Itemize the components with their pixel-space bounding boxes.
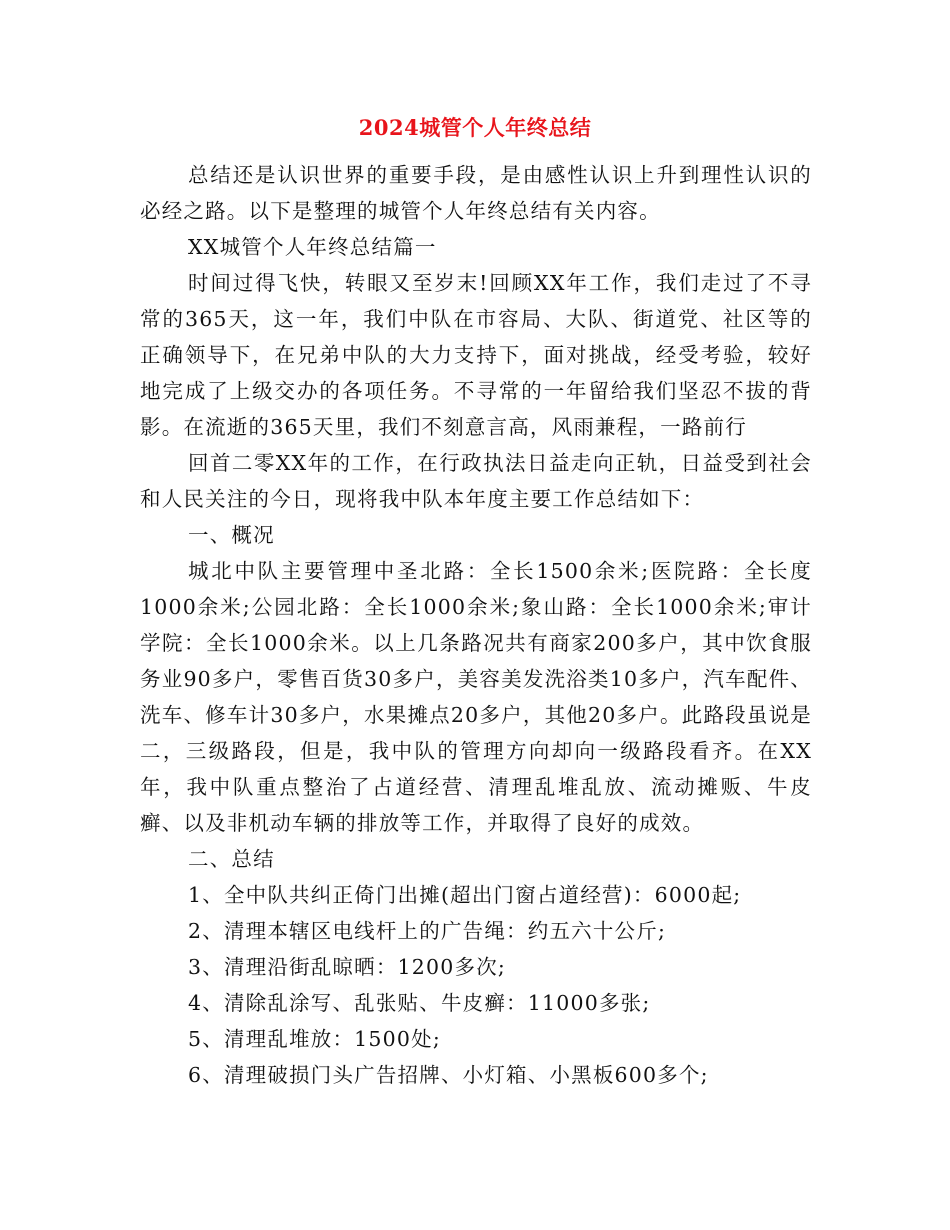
list-item: 3、清理沿街乱晾晒：1200多次; xyxy=(188,955,507,979)
list-item: 2、清理本辖区电线杆上的广告绳：约五六十公斤; xyxy=(188,919,667,943)
section-heading: 一、概况 xyxy=(188,523,275,547)
body-paragraph: 城北中队主要管理中圣北路：全长1500余米;医院路：全长度1000余米;公园北路：全长1000余米;象山路：全长1000余米;审计学院：全长1000余米。以上几条路况共有商家200多户，其中饮食服务业90多户，零售百货30多户，美容美发洗浴类10多户，汽车配件、洗车、修车计30多户，水果摊点20多户，其他20多户。此路段虽说是二，三级路段，但是，我中队的管理方向却向一级路段看齐。在XX年，我中队重点整治了占道经营、清理乱堆乱放、流动摊贩、牛皮癣、以及非机动车辆的排放等工作，并取得了良好的成效。 xyxy=(140,559,812,835)
document-body xyxy=(140,157,812,1093)
document-title: 2024城管个人年终总结 xyxy=(358,115,592,140)
body-paragraph: 时间过得飞快，转眼又至岁末!回顾XX年工作，我们走过了不寻常的365天，这一年，我们中队在市容局、大队、街道党、社区等的正确领导下，在兄弟中队的大力支持下，面对挑战，经受考验，较好地完成了上级交办的各项任务。不寻常的一年留给我们坚忍不拔的背影。在流逝的365天里，我们不刻意言高，风雨兼程，一路前行 xyxy=(140,271,812,439)
list-item: 1、全中队共纠正倚门出摊(超出门窗占道经营)：6000起; xyxy=(188,883,742,907)
list-item: 5、清理乱堆放：1500处; xyxy=(188,1027,441,1051)
section-heading: XX城管个人年终总结篇一 xyxy=(188,235,437,259)
list-item: 6、清理破损门头广告招牌、小灯箱、小黑板600多个; xyxy=(188,1063,709,1087)
body-paragraph: 回首二零XX年的工作，在行政执法日益走向正轨，日益受到社会和人民关注的今日，现将我中队本年度主要工作总结如下： xyxy=(140,451,812,511)
section-heading: 二、总结 xyxy=(188,847,275,871)
intro-paragraph: 总结还是认识世界的重要手段，是由感性认识上升到理性认识的必经之路。以下是整理的城管个人年终总结有关内容。 xyxy=(140,163,812,223)
list-item: 4、清除乱涂写、乱张贴、牛皮癣：11000多张; xyxy=(188,991,651,1015)
